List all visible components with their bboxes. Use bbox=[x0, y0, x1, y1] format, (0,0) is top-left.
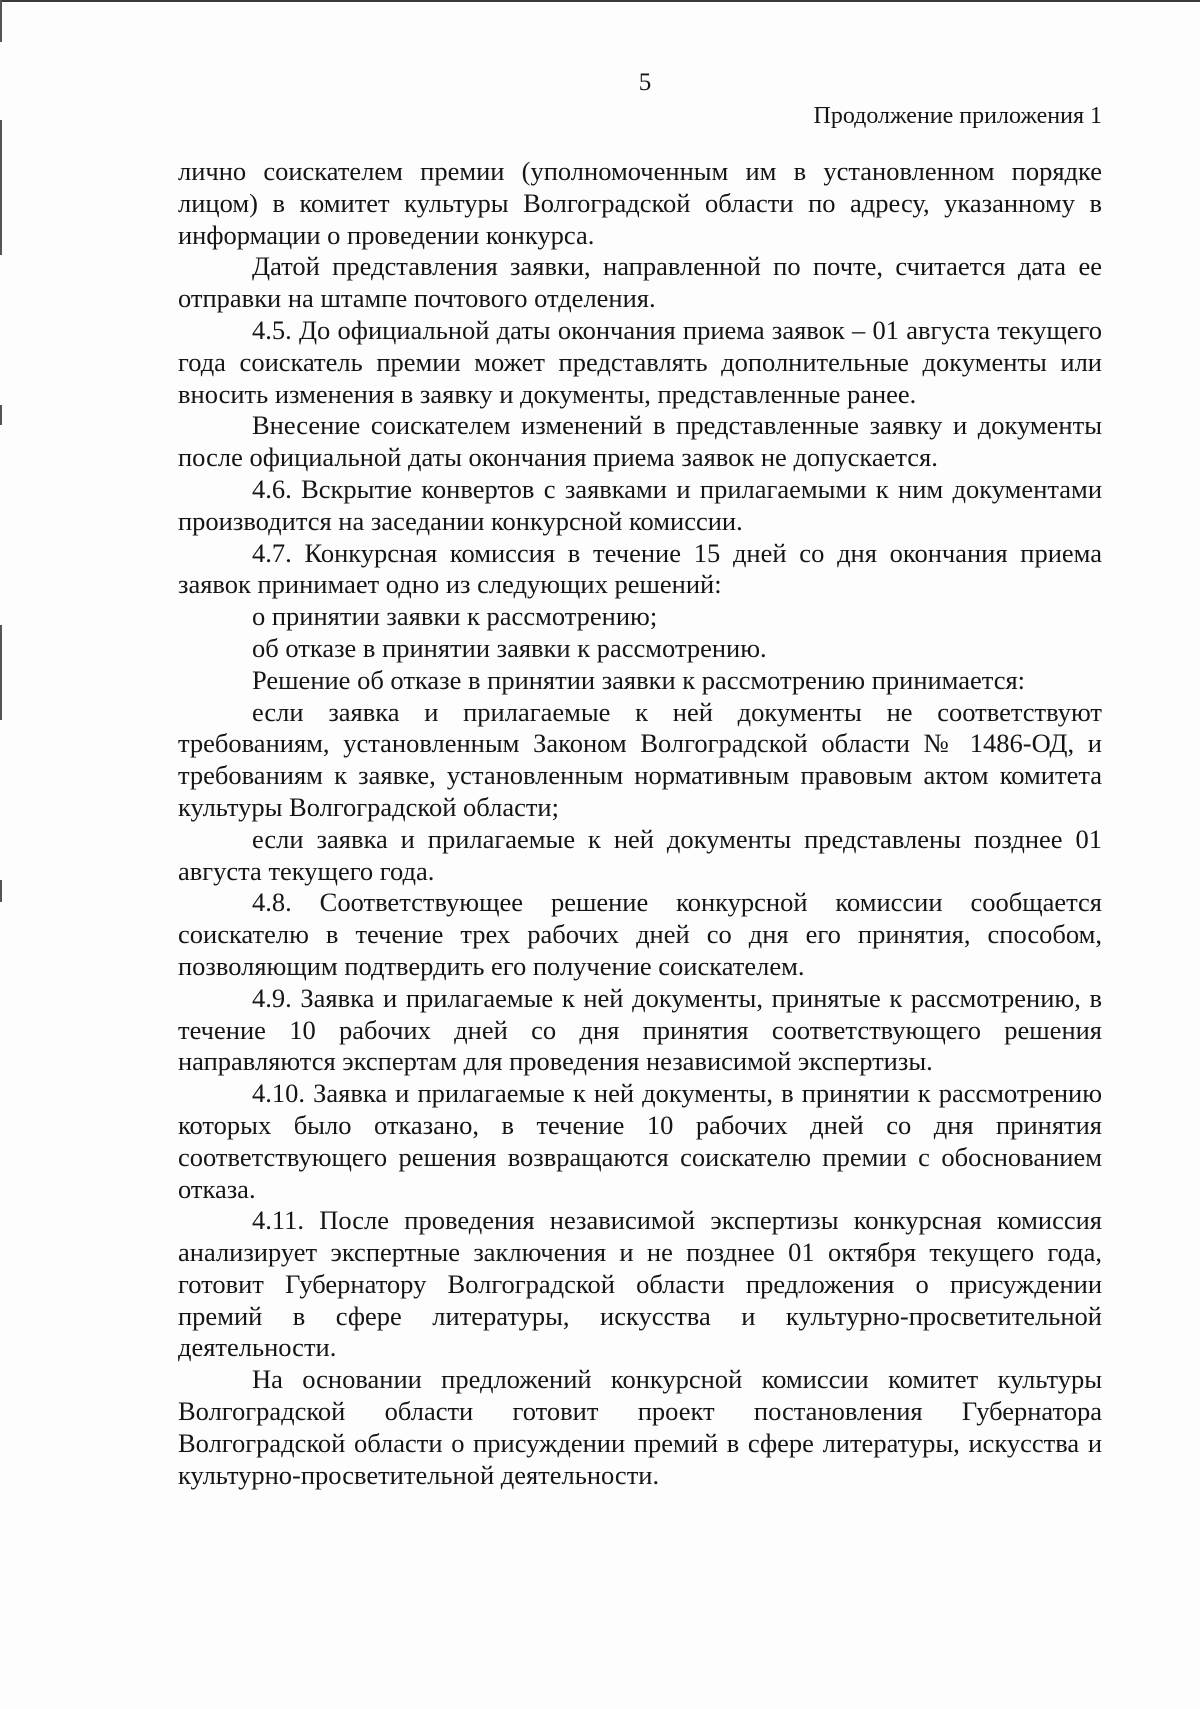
scan-top-edge bbox=[0, 0, 1200, 2]
paragraph: если заявка и прилагаемые к ней документы не соответствуют требованиям, установленным Законом Волгоградской области № 1486-ОД, и требованиям к заявке, установленным нормативным правовым актом комитета культуры Волгоградской области; bbox=[178, 696, 1102, 822]
paragraph: Датой представления заявки, направленной по почте, считается дата ее отправки на штампе почтового отделения. bbox=[178, 251, 1102, 314]
paragraph: 4.10. Заявка и прилагаемые к ней документы, в принятии к рассмотрению которых было отказано, в течение 10 рабочих дней со дня принятия соответствующего решения возвращаются соискателю премии с обоснованием отказа. bbox=[178, 1078, 1102, 1204]
paragraph: На основании предложений конкурсной комиссии комитет культуры Волгоградской области готовит проект постановления Губернатора Волгоградской области о присуждении премий в сфере литературы, искусства и культурно-просветительной деятельности. bbox=[178, 1364, 1102, 1490]
paragraph: 4.5. До официальной даты окончания приема заявок – 01 августа текущего года соискатель премии может представлять дополнительные документы или вносить изменения в заявку и документы, представленные ранее. bbox=[178, 314, 1102, 409]
paragraph: 4.8. Соответствующее решение конкурсной комиссии сообщается соискателю в течение трех рабочих дней со дня его принятия, способом, позволяющим подтвердить его получение соискателем. bbox=[178, 887, 1102, 981]
paragraph: 4.7. Конкурсная комиссия в течение 15 дней со дня окончания приема заявок принимает одно из следующих решений: bbox=[178, 537, 1102, 600]
paragraph: 4.9. Заявка и прилагаемые к ней документы, принятые к рассмотрению, в течение 10 рабочих дней со дня принятия соответствующего решения направляются экспертам для проведения независимой экспертизы. bbox=[178, 982, 1102, 1077]
paragraph: 4.11. После проведения независимой экспертизы конкурсная комиссия анализирует экспертные заключения и не позднее 01 октября текущего года, готовит Губернатору Волгоградской области предложения о присуждении премий в сфере литературы, искусства и культурно-просветительной деятельности. bbox=[178, 1205, 1102, 1363]
scan-left-edge-mark bbox=[0, 120, 2, 255]
paragraph: Решение об отказе в принятии заявки к рассмотрению принимается: bbox=[252, 664, 1026, 695]
paragraph: Внесение соискателем изменений в представленные заявку и документы после официальной даты окончания приема заявок не допускается. bbox=[178, 410, 1102, 473]
document-body bbox=[178, 156, 1102, 1491]
appendix-continuation-label: Продолжение приложения 1 bbox=[813, 103, 1102, 129]
paragraph: об отказе в принятии заявки к рассмотрению. bbox=[252, 632, 767, 663]
paragraph: о принятии заявки к рассмотрению; bbox=[252, 601, 658, 632]
scan-left-edge-mark bbox=[0, 405, 2, 425]
paragraph: 4.6. Вскрытие конвертов с заявками и прилагаемыми к ним документами производится на заседании конкурсной комиссии. bbox=[178, 473, 1102, 536]
scan-left-edge-mark bbox=[0, 625, 2, 720]
paragraph: если заявка и прилагаемые к ней документы представлены позднее 01 августа текущего года. bbox=[178, 823, 1102, 886]
scan-left-edge-mark bbox=[0, 880, 2, 902]
page-number: 5 bbox=[638, 69, 652, 96]
paragraph: лично соискателем премии (уполномоченным им в установленном порядке лицом) в комитет культуры Волгоградской области по адресу, указанному в информации о проведении конкурса. bbox=[178, 156, 1102, 250]
scan-left-edge-mark bbox=[0, 0, 2, 42]
